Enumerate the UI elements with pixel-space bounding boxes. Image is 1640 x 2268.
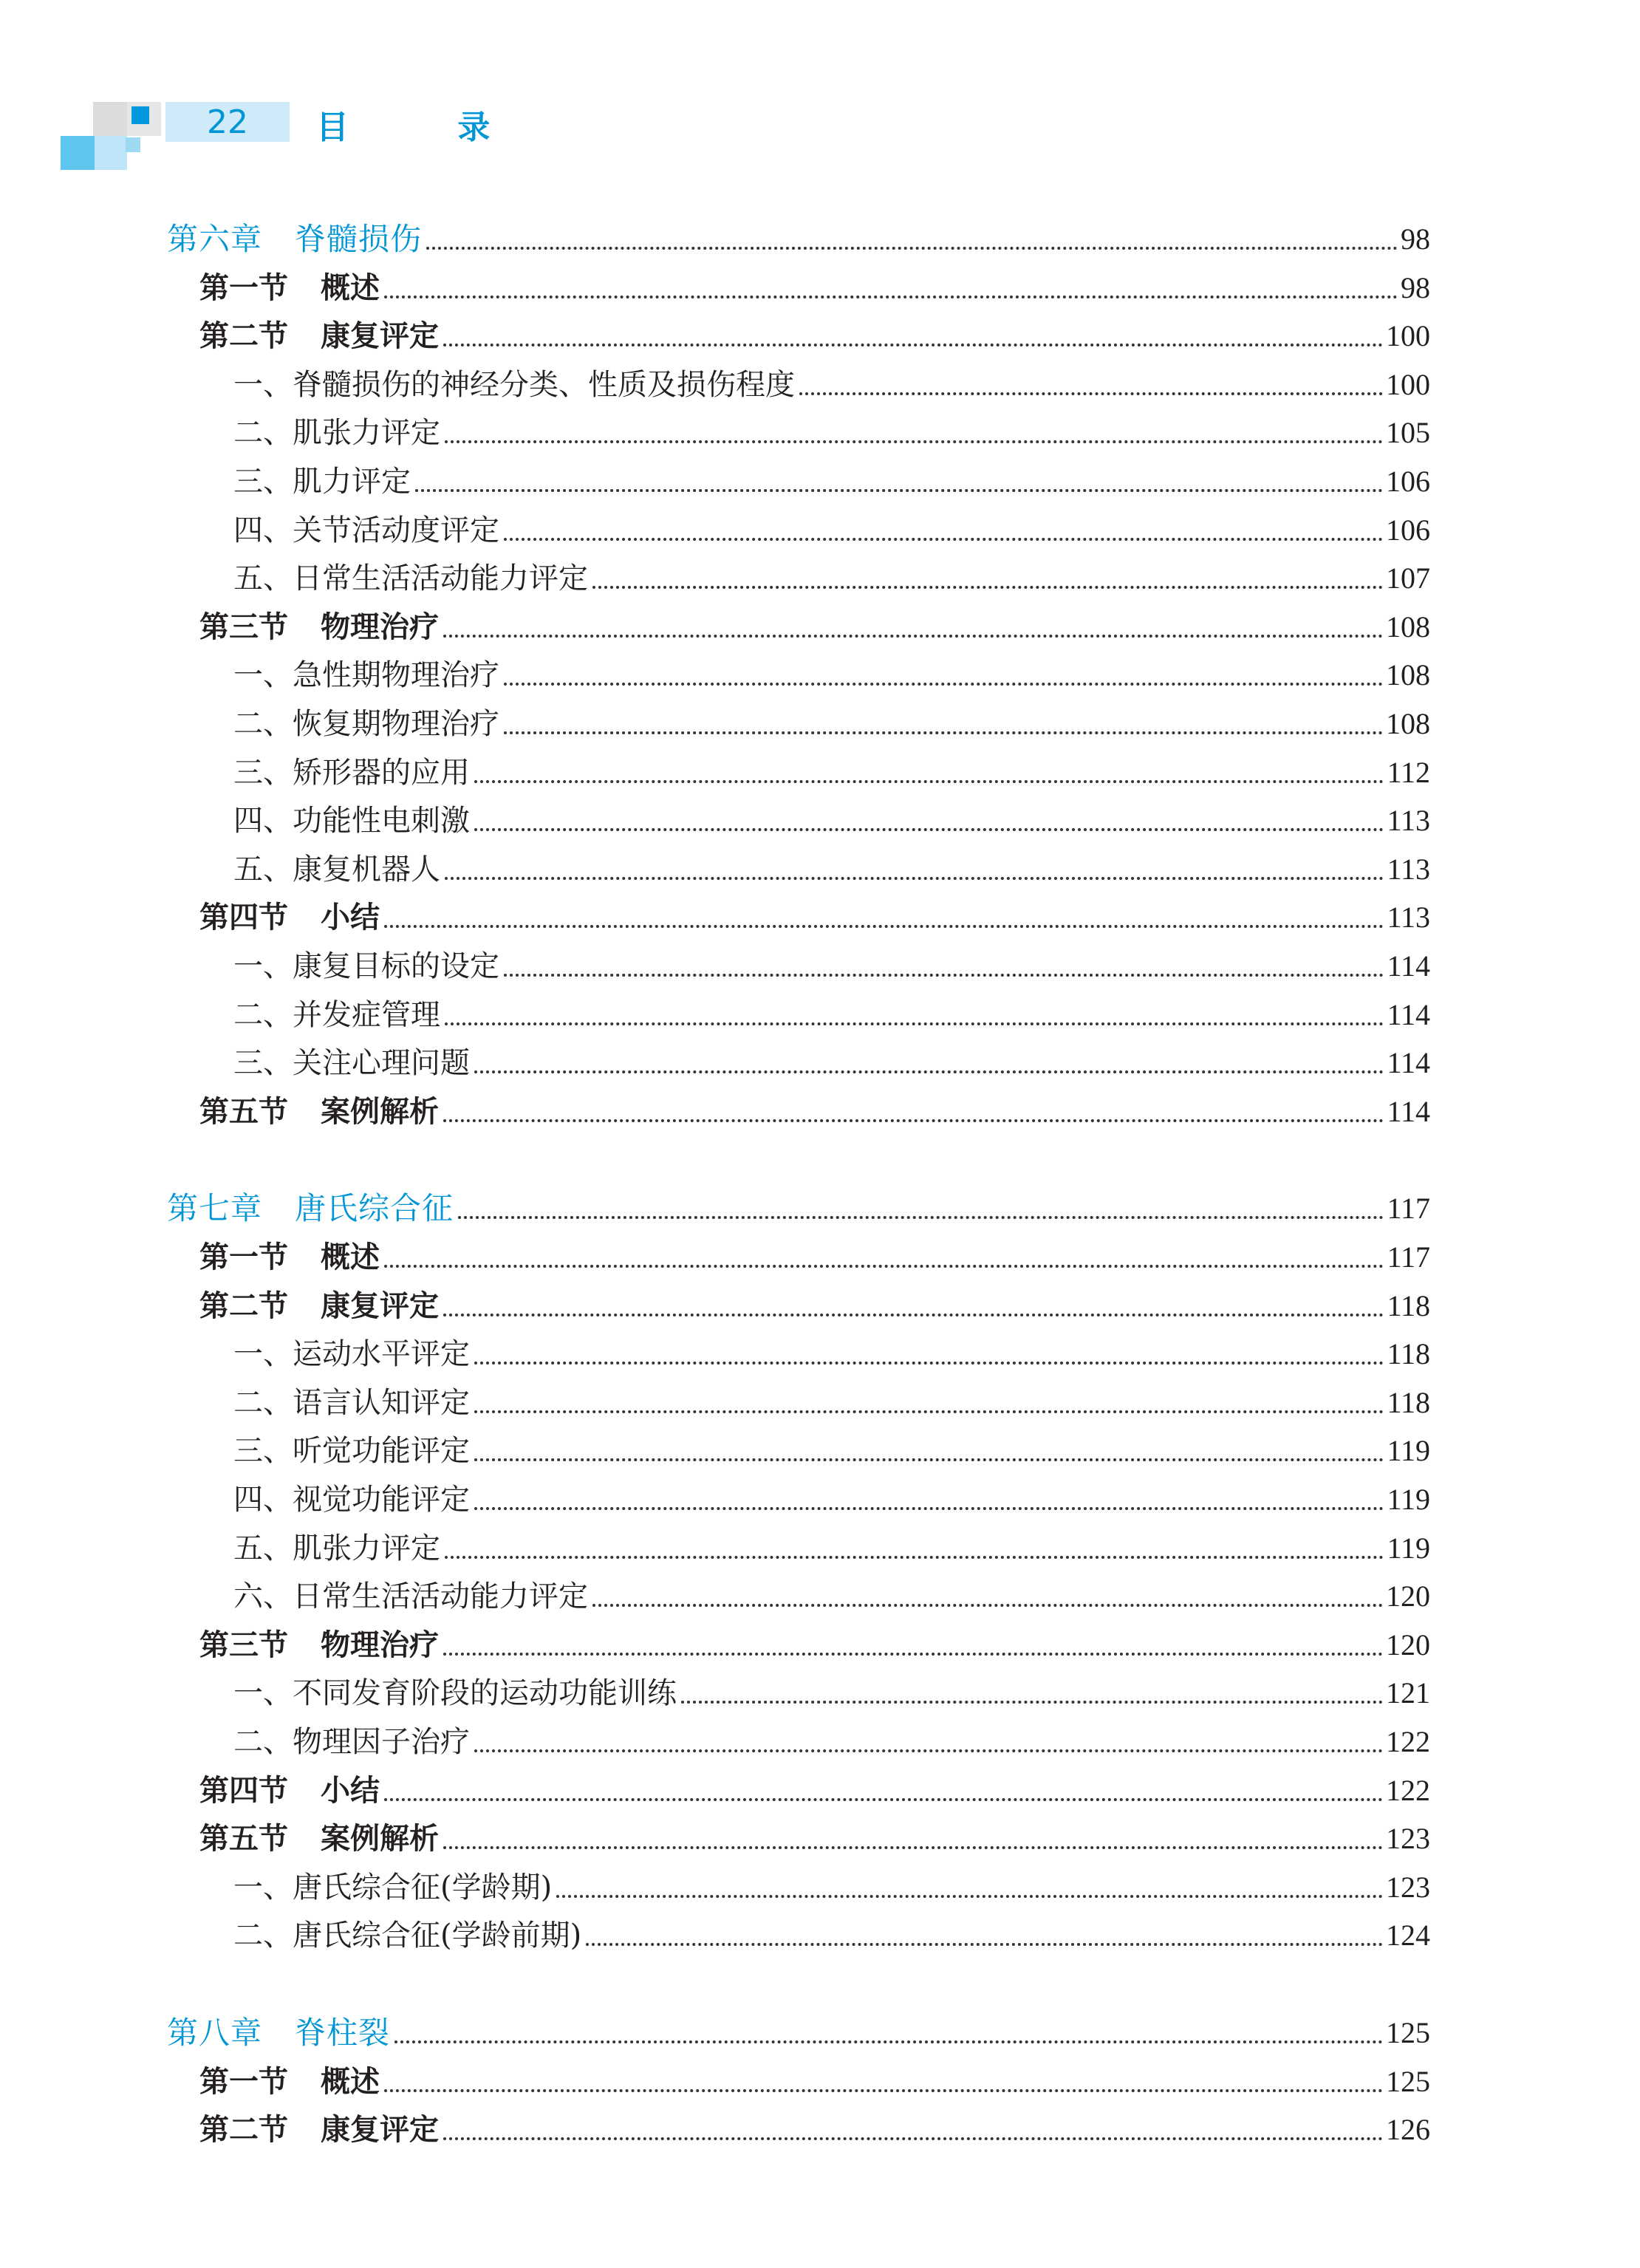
toc-page-number: 123	[1386, 1822, 1430, 1856]
dot-leader	[445, 1556, 1384, 1559]
toc-number: 第三节	[199, 609, 288, 644]
toc-item-row[interactable]	[233, 794, 1430, 838]
toc-heading: 小结	[321, 900, 380, 935]
toc-page-number: 125	[1386, 2064, 1430, 2098]
toc-page-number: 123	[1386, 1870, 1430, 1904]
dot-leader	[592, 586, 1383, 589]
toc-title	[167, 1191, 454, 1226]
toc-heading: 康复评定	[321, 318, 439, 354]
toc-item-row[interactable]	[233, 1667, 1430, 1711]
toc-number: 第一节	[199, 270, 288, 305]
decor-square	[95, 136, 127, 170]
toc-page-number: 108	[1386, 609, 1430, 643]
dot-leader	[384, 1265, 1384, 1268]
toc-page-number: 114	[1387, 1046, 1430, 1080]
dot-leader	[443, 2137, 1383, 2140]
dot-leader	[445, 440, 1383, 443]
toc-page-number: 106	[1386, 513, 1430, 547]
dot-leader	[592, 1604, 1383, 1607]
toc-page-number: 108	[1386, 658, 1430, 692]
toc-item-row[interactable]	[233, 1376, 1430, 1421]
toc-number: 第二节	[199, 2112, 288, 2148]
toc-title: 二、物理因子治疗	[233, 1725, 470, 1759]
dot-leader	[443, 1314, 1384, 1316]
toc-page-number: 122	[1386, 1725, 1430, 1758]
toc-item-row[interactable]	[233, 552, 1430, 596]
toc-title: 一、运动水平评定	[233, 1337, 470, 1372]
dot-leader	[443, 344, 1383, 346]
toc-item-row[interactable]	[233, 455, 1430, 499]
toc-section-row[interactable]	[199, 2103, 1430, 2148]
toc-title	[199, 318, 439, 354]
toc-title	[199, 1240, 380, 1275]
toc-chapter-row[interactable]	[167, 213, 1430, 257]
toc-number: 第一节	[199, 2063, 288, 2099]
toc-page-number: 113	[1387, 852, 1430, 886]
toc-page-number: 122	[1386, 1773, 1430, 1807]
toc-item-row[interactable]	[233, 1424, 1430, 1469]
dot-leader	[384, 925, 1384, 928]
toc-page-number: 113	[1387, 804, 1430, 838]
dot-leader	[474, 1749, 1383, 1752]
toc-page-number: 124	[1386, 1919, 1430, 1953]
toc-page-number: 108	[1386, 707, 1430, 740]
toc-item-row[interactable]	[233, 1715, 1430, 1760]
toc-page-number: 117	[1387, 1240, 1430, 1274]
toc-item-row[interactable]	[233, 1570, 1430, 1614]
dot-leader	[556, 1895, 1383, 1898]
toc-title	[167, 222, 422, 257]
dot-leader	[458, 1216, 1384, 1219]
dot-leader	[474, 828, 1384, 831]
toc-title: 一、脊髓损伤的神经分类、性质及损伤程度	[233, 367, 795, 402]
toc-page-number: 107	[1386, 561, 1430, 595]
toc-title	[199, 1627, 439, 1663]
toc-title: 四、关节活动度评定	[233, 513, 499, 547]
toc-page-number: 114	[1387, 949, 1430, 983]
dot-leader	[474, 1362, 1384, 1364]
toc-heading: 概述	[321, 270, 380, 305]
dot-leader	[586, 1943, 1383, 1946]
toc-section-row[interactable]	[199, 601, 1430, 645]
toc-title	[199, 2064, 380, 2100]
toc-title: 二、并发症管理	[233, 997, 440, 1032]
toc-title: 三、关注心理问题	[233, 1046, 470, 1081]
dot-leader	[443, 635, 1383, 638]
decor-square	[131, 106, 149, 124]
toc-number: 第一节	[199, 1240, 288, 1274]
toc-heading: 小结	[321, 1772, 380, 1808]
toc-page-number: 100	[1386, 367, 1430, 401]
dot-leader	[474, 1507, 1384, 1510]
toc-item-row[interactable]	[233, 1036, 1430, 1081]
dot-leader	[384, 296, 1398, 298]
toc-page-number: 126	[1386, 2113, 1430, 2147]
toc-item-row[interactable]	[233, 988, 1430, 1033]
toc-page-number: 114	[1387, 997, 1430, 1031]
toc-number: 第五节	[199, 1821, 288, 1857]
toc-title	[199, 1773, 380, 1808]
toc-number: 第六章	[167, 221, 263, 257]
toc-section-row[interactable]	[199, 2055, 1430, 2100]
toc-item-row[interactable]	[233, 358, 1430, 403]
dot-leader	[394, 2040, 1383, 2043]
page-header	[0, 0, 1640, 192]
toc-title	[199, 609, 439, 645]
dot-leader	[474, 1070, 1384, 1073]
dot-leader	[799, 392, 1383, 395]
toc-title: 四、功能性电刺激	[233, 804, 470, 838]
dot-leader	[504, 683, 1383, 686]
toc-item-row[interactable]	[233, 697, 1430, 742]
toc-page-number: 112	[1387, 755, 1430, 789]
toc-page-number: 98	[1401, 222, 1430, 256]
toc-item-row[interactable]	[233, 746, 1430, 790]
toc-title: 三、矫形器的应用	[233, 755, 470, 790]
dot-leader	[384, 1798, 1383, 1801]
dot-leader	[445, 1022, 1384, 1025]
toc-section-row[interactable]	[199, 1764, 1430, 1808]
toc-page-number: 119	[1387, 1434, 1430, 1468]
dot-leader	[474, 1458, 1384, 1461]
toc-title	[199, 2112, 439, 2148]
decor-square	[126, 137, 140, 152]
toc-number: 第二节	[199, 318, 288, 354]
toc-item-row[interactable]	[233, 1861, 1430, 1905]
toc-title: 五、日常生活活动能力评定	[233, 561, 588, 596]
toc-title: 一、唐氏综合征(学龄期)	[233, 1870, 553, 1905]
dot-leader	[504, 538, 1383, 541]
dot-leader	[443, 1119, 1384, 1122]
toc-number: 第八章	[167, 2015, 263, 2051]
toc-page-number: 98	[1401, 270, 1430, 304]
toc-heading: 唐氏综合征	[295, 1190, 454, 1227]
dot-leader	[384, 2089, 1383, 2092]
toc-page-number: 121	[1386, 1676, 1430, 1710]
toc-section-row[interactable]	[199, 1812, 1430, 1857]
dot-leader	[504, 974, 1384, 977]
dot-leader	[681, 1701, 1383, 1704]
toc-item-row[interactable]	[233, 1522, 1430, 1566]
toc-heading: 康复评定	[321, 1288, 439, 1323]
toc-page-number: 118	[1387, 1385, 1430, 1419]
toc-page-number: 125	[1386, 2016, 1430, 2049]
toc-page-number: 120	[1386, 1627, 1430, 1661]
toc-item-row[interactable]	[233, 1473, 1430, 1517]
toc-section-row[interactable]	[199, 310, 1430, 354]
toc-title: 一、康复目标的设定	[233, 949, 499, 983]
toc-title: 二、肌张力评定	[233, 416, 440, 451]
dot-leader	[445, 877, 1384, 880]
decor-square	[61, 136, 95, 170]
toc-section-row[interactable]	[199, 1085, 1430, 1130]
toc-item-row[interactable]	[233, 940, 1430, 984]
toc-item-row[interactable]	[233, 649, 1430, 693]
toc-section-row[interactable]	[199, 1280, 1430, 1324]
toc-title	[199, 270, 380, 306]
toc-title: 二、唐氏综合征(学龄前期)	[233, 1919, 582, 1953]
dot-leader	[474, 1410, 1384, 1413]
dot-leader	[443, 1653, 1383, 1656]
toc-title	[199, 1288, 439, 1324]
dot-leader	[474, 780, 1384, 783]
toc-page-number: 114	[1387, 1094, 1430, 1128]
toc-page-number: 113	[1387, 901, 1430, 935]
toc-title: 二、恢复期物理治疗	[233, 707, 499, 741]
toc-section-row[interactable]	[199, 891, 1430, 935]
toc-number: 第七章	[167, 1190, 263, 1227]
toc-item-row[interactable]	[233, 1328, 1430, 1372]
toc-page-number: 105	[1386, 416, 1430, 450]
toc-title: 二、语言认知评定	[233, 1385, 470, 1420]
toc-title: 一、急性期物理治疗	[233, 658, 499, 693]
decor-square	[93, 102, 127, 136]
toc-page-number: 106	[1386, 465, 1430, 498]
toc-heading: 概述	[321, 1240, 380, 1274]
toc-page-number: 118	[1387, 1288, 1430, 1322]
dot-leader	[504, 731, 1383, 734]
toc-section-row[interactable]	[199, 1619, 1430, 1663]
toc-heading: 脊柱裂	[295, 2015, 391, 2051]
toc-page-number: 117	[1387, 1192, 1430, 1226]
toc-item-row[interactable]	[233, 1909, 1430, 1953]
toc-number: 第二节	[199, 1288, 288, 1323]
toc-page-number: 118	[1387, 1337, 1430, 1371]
toc-title: 四、视觉功能评定	[233, 1483, 470, 1517]
toc-heading: 物理治疗	[321, 1627, 439, 1662]
page-title: 目 录	[316, 109, 539, 146]
toc-heading: 案例解析	[321, 1821, 439, 1857]
dot-leader	[415, 489, 1383, 492]
toc-title: 五、康复机器人	[233, 852, 440, 887]
toc-title	[199, 1094, 439, 1130]
toc-section-row[interactable]	[199, 262, 1430, 306]
toc-heading: 概述	[321, 2063, 380, 2099]
toc-title: 六、日常生活活动能力评定	[233, 1579, 588, 1614]
toc-heading: 康复评定	[321, 2112, 439, 2148]
toc-item-row[interactable]	[233, 843, 1430, 887]
toc-chapter-row[interactable]	[167, 2006, 1430, 2051]
toc-title: 三、听觉功能评定	[233, 1434, 470, 1469]
toc-chapter-row[interactable]	[167, 1182, 1430, 1226]
toc-page-number: 119	[1387, 1531, 1430, 1565]
toc-page-number: 100	[1386, 319, 1430, 353]
toc-item-row[interactable]	[233, 406, 1430, 451]
toc-section-row[interactable]	[199, 1231, 1430, 1275]
toc-title	[167, 2015, 390, 2051]
toc-title	[199, 900, 380, 935]
toc-page-number: 120	[1386, 1579, 1430, 1613]
dot-leader	[426, 247, 1398, 250]
toc-number: 第五节	[199, 1093, 288, 1129]
toc-item-row[interactable]	[233, 504, 1430, 548]
toc-number: 第四节	[199, 1772, 288, 1808]
toc-title	[199, 1821, 439, 1857]
toc-title: 五、肌张力评定	[233, 1531, 440, 1565]
toc-number: 第四节	[199, 900, 288, 935]
toc-heading: 案例解析	[321, 1093, 439, 1129]
toc-number: 第三节	[199, 1627, 288, 1662]
page-number: 22	[165, 102, 290, 142]
toc-heading: 物理治疗	[321, 609, 439, 644]
toc-title: 三、肌力评定	[233, 465, 411, 499]
toc-heading: 脊髓损伤	[295, 221, 423, 257]
toc-title: 一、不同发育阶段的运动功能训练	[233, 1676, 677, 1711]
toc-page-number: 119	[1387, 1483, 1430, 1516]
dot-leader	[443, 1846, 1383, 1849]
